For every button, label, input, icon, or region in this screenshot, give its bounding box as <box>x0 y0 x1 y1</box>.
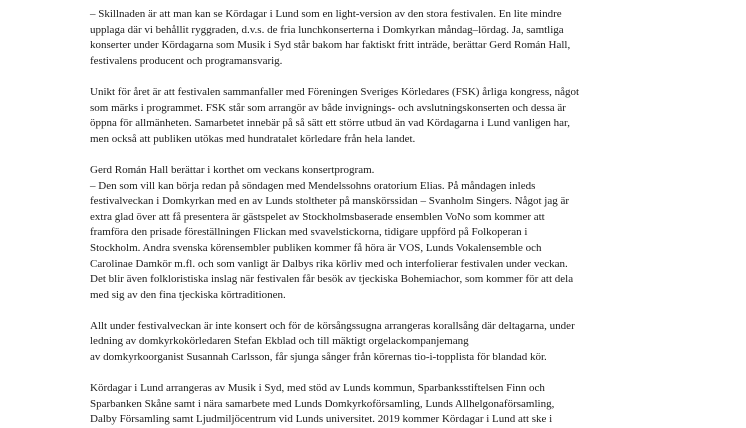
text-line: av domkyrkoorganist Susannah Carlsson, får sjunga sånger från körernas tio-i-topplista för blandad kör. <box>90 351 547 364</box>
text-line: Stockholm. Andra svenska körensembler publiken kommer få höra är VOS, Lunds Vokalensemble och <box>90 241 542 254</box>
text-line: Det blir även folkloristiska inslag när festivalen får besök av tjeckiska Bohemiachor, som kommer för att dela <box>90 273 574 286</box>
text-line: öppna för allmänheten. Samarbetet innebär på så sätt ett större utbud än vad Kördagarna i Lund vanligen har, <box>90 117 571 130</box>
paragraph-organizers <box>90 381 730 428</box>
text-line: – Skillnaden är att man kan se Kördagar i Lund som en light-version av den stora festivalen. En lite mindre <box>90 8 562 20</box>
text-line: Kördagar i Lund arrangeras av Musik i Syd, med stöd av Lunds kommun, Sparbanksstiftelsen Finn och <box>90 382 545 395</box>
text-line: – Den som vill kan börja redan på söndagen med Mendelssohns oratorium Elias. På måndagen inleds <box>90 179 536 192</box>
paragraph-intro-quote <box>90 7 730 69</box>
text-line: Gerd Román Hall berättar i korthet om veckans konsertprogram. <box>90 163 375 176</box>
paragraph-fsk-congress <box>90 85 730 147</box>
document-page <box>90 0 730 428</box>
text-line: konserter under Kördagarna som Musik i Syd står bakom har faktiskt fritt inträde, berättar Gerd Román Hall, <box>90 39 571 52</box>
text-line: upplaga där vi behållit ryggraden, d.v.s. de fria lunchkonserterna i Domkyrkan måndag–lördag. Ja, samtliga <box>90 23 564 36</box>
text-line: extra glad över att få presentera är gästspelet av Stockholmsbaserade ensemblen VoNo som kommer att <box>90 210 545 223</box>
text-line: men också att publiken utökas med hundratalet körledare från hela landet. <box>90 132 416 145</box>
text-line: Sparbanken Skåne samt i nära samarbete med Lunds Domkyrkoförsamling, Lunds Allhelgonaförsamling, <box>90 397 555 410</box>
text-line: festivalens producent och programansvarig. <box>90 54 283 67</box>
text-line: Unikt för året är att festivalen sammanfaller med Föreningen Sveriges Körledares (FSK) årliga kongress, något <box>90 85 580 98</box>
paragraph-concert-program <box>90 163 730 303</box>
text-line: festivalveckan i Domkyrkan med en av Lunds stoltheter på manskörssidan – Svanholm Singers. Något jag är <box>90 195 570 208</box>
text-line: med sig av den fina tjeckiska körtraditionen. <box>90 288 286 301</box>
text-line: Allt under festivalveckan är inte konsert och för de körsångssugna arrangeras korallsång där deltagarna, under <box>90 319 575 332</box>
text-line: framföra den prisade föreställningen Flickan med svavelstickorna, tidigare uppförd på Folkoperan i <box>90 226 528 239</box>
text-line: Dalby Församling samt Ljudmiljöcentrum vid Lunds universitet. 2019 kommer Kördagar i Lund att ske i <box>90 413 553 426</box>
paragraph-choral-singing <box>90 319 730 366</box>
text-line: ledning av domkyrkokörledaren Stefan Ekblad och till mäktigt orgelackompanjemang <box>90 335 469 348</box>
text-line: Carolinae Damkör m.fl. och som vanligt är Dalbys rika körliv med och interfolierar festivalen under veckan. <box>90 257 568 270</box>
text-line: som märks i programmet. FSK står som arrangör av både invignings- och avslutningskonserten och dessa är <box>90 101 566 114</box>
